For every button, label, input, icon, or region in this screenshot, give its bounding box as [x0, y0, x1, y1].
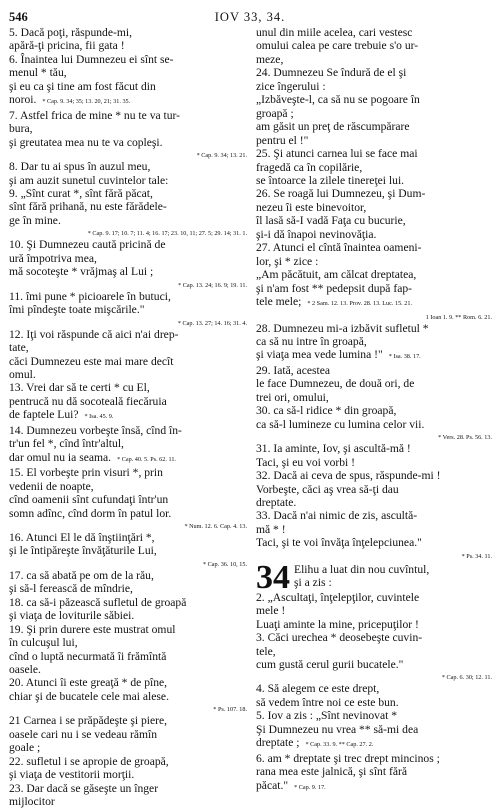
line-text: rana mea este jalnică, şi sînt fără: [256, 765, 407, 779]
line-text: îmi pîndeşte toate mişcările.": [9, 303, 145, 317]
line-text: 11. îmi pune * picioarele în butuci,: [9, 289, 171, 303]
line-text: am găsit un preţ de răscumpărare: [256, 120, 410, 134]
verse-line: [256, 536, 492, 549]
line-text: 5. Iov a zis : „Sînt nevinovat *: [256, 709, 398, 723]
cross-reference: * Num. 12. 6. Cap. 4. 13.: [184, 522, 247, 530]
verse-line: [256, 591, 492, 604]
cross-reference: * Vers. 28. Ps. 56. 13.: [438, 434, 492, 442]
cross-reference: * Isa. 45. 9.: [84, 413, 114, 421]
line-text: 32. Dacă ai ceva de spus, răspunde-mi !: [256, 469, 441, 483]
verse-line: [256, 214, 492, 227]
verse-line: [256, 228, 492, 241]
verse-line: [9, 303, 247, 316]
verse-line: [9, 200, 247, 213]
line-text: păcat.": [256, 778, 289, 792]
verse-line: [9, 451, 247, 466]
cross-reference: * Cap. 9. 17; 10. 7; 11. 4; 16. 17; 23. 10, 11; 27. 5; 29. 14; 31. 1.: [87, 230, 247, 238]
verse-line: [9, 609, 247, 622]
line-text: nezeu îi este binevoitor,: [256, 200, 367, 214]
line-text: groapă ;: [256, 106, 294, 120]
line-text: îl lasă să-I vadă Faţa cu bucurie,: [256, 214, 406, 228]
verse-line: [256, 483, 492, 496]
verse-line: [9, 728, 247, 741]
verse-line: [256, 26, 492, 39]
line-text: şi a zis :: [294, 576, 332, 590]
verse-line: [9, 795, 247, 808]
cross-reference: * Cap. 9. 34; 35; 13. 20, 21; 31. 35.: [42, 98, 131, 106]
verse-line: [256, 187, 492, 200]
verse-line: [256, 255, 492, 268]
verse-line: [9, 122, 247, 135]
verse-line: [9, 227, 247, 238]
line-text: şi viaţa mea vede lumina !": [256, 348, 383, 362]
cross-reference: * Cap. 13. 24; 16. 9; 19. 11.: [178, 281, 247, 289]
verse-line: [9, 381, 247, 394]
line-text: 14. Dumnezeu vorbeşte însă, cînd în-: [9, 423, 182, 437]
verse-line: [9, 279, 247, 290]
cross-reference: * Cap. 13. 27; 14. 16; 31. 4.: [177, 319, 247, 327]
line-text: ca să nu intre în groapă,: [256, 334, 367, 348]
verse-line: [256, 765, 492, 778]
line-text: zice îngerului :: [256, 79, 326, 93]
verse-line: [256, 120, 492, 133]
line-text: 5. Dacă poţi, răspunde-mi,: [9, 26, 132, 39]
line-text: oasele.: [9, 663, 41, 677]
line-text: 29. Iată, acestea: [256, 363, 331, 377]
line-text: 22. sufletul i se apropie de groapă,: [9, 754, 169, 768]
right-column-bottom: [256, 591, 492, 794]
line-text: trei ori, omului,: [256, 390, 329, 404]
cross-reference: * Cap. 9. 17.: [294, 783, 326, 791]
verse-line: [256, 147, 492, 160]
verse-line: [9, 569, 247, 582]
line-text: 3. Căci urechea * deosebeşte cuvin-: [256, 631, 423, 645]
verse-line: [9, 252, 247, 265]
line-text: tele,: [256, 644, 276, 658]
line-text: 7. Astfel frica de mine * nu te va tur-: [9, 108, 181, 122]
line-text: în culcuşul lui,: [9, 636, 78, 650]
verse-line: [256, 93, 492, 106]
line-text: 26. Se roagă lui Dumnezeu, şi Dum-: [256, 187, 426, 201]
verse-line: [9, 149, 247, 160]
cross-reference: * Isa. 38. 17.: [388, 353, 421, 361]
line-text: mă * !: [256, 522, 286, 536]
verse-line: [9, 238, 247, 251]
verse-line: [256, 631, 492, 644]
line-text: tr'un fel *, cînd într'altul,: [9, 437, 124, 451]
line-text: căci Dumnezeu este mai mare decît: [9, 354, 174, 368]
line-text: omul.: [9, 367, 36, 381]
verse-line: [9, 341, 247, 354]
verse-line: [9, 93, 247, 108]
verse-line: [256, 671, 492, 682]
verse-line: [9, 741, 247, 754]
verse-line: [256, 311, 492, 322]
line-text: cum gustă cerul gurii bucatele.": [256, 658, 404, 672]
verse-line: [256, 39, 492, 52]
verse-line: [256, 752, 492, 765]
line-text: Şi Dumnezeu nu vrea ** să-mi dea: [256, 722, 419, 736]
verse-line: [9, 317, 247, 328]
chapter-heading: [256, 558, 492, 596]
cross-reference: 1 Ioan 1. 9. ** Rom. 6. 21.: [425, 313, 492, 321]
line-text: şi-i dă înapoi nevinovăţia.: [256, 227, 377, 241]
verse-line: [9, 596, 247, 609]
line-text: bura,: [9, 122, 33, 136]
cross-reference: * Cap. 6. 30; 12. 11.: [441, 674, 492, 682]
verse-line: [9, 466, 247, 479]
verse-line: [9, 53, 247, 66]
verse-line: [9, 174, 247, 187]
verse-line: [9, 26, 247, 39]
line-text: ură împotriva mea,: [9, 251, 97, 265]
line-text: mijlocitor: [9, 795, 55, 809]
verse-line: [9, 493, 247, 506]
verse-line: [256, 723, 492, 736]
verse-line: [9, 636, 247, 649]
line-text: şi am auzit sunetul cuvintelor tale:: [9, 173, 169, 187]
line-text: şi le întipăreşte învăţăturile Lui,: [9, 544, 157, 558]
line-text: 17. ca să abată pe om de la rău,: [9, 568, 154, 582]
line-text: dar omul nu ia seama.: [9, 450, 112, 464]
line-text: noroi.: [9, 93, 37, 107]
line-text: şi viaţa de vestitorii morţii.: [9, 768, 135, 782]
line-text: 13. Vrei dar să te certi * cu El,: [9, 381, 150, 395]
line-text: 18. ca să-i păzească sufletul de groapă: [9, 595, 187, 609]
line-text: unul din miile acelea, cari vestesc: [256, 26, 413, 39]
verse-line: [9, 582, 247, 595]
verse-line: [9, 80, 247, 93]
verse-line: [256, 696, 492, 709]
line-text: cînd o luptă necurmată îi frămîntă: [9, 649, 167, 663]
line-text: să vedem între noi ce este bun.: [256, 695, 399, 709]
line-text: 28. Dumnezeu mi-a izbăvit sufletul *: [256, 321, 429, 335]
verse-line: [9, 676, 247, 689]
cross-reference: * Ps. 34. 11.: [461, 552, 492, 560]
verse-line: [256, 391, 492, 404]
verse-line: [256, 161, 492, 174]
line-text: oasele cari nu i se vedeau rămîn: [9, 727, 158, 741]
verse-line: [256, 550, 492, 561]
verse-line: [9, 768, 247, 781]
line-text: dreptate.: [256, 495, 297, 509]
line-text: apără-ţi pricina, fii gata !: [9, 39, 125, 53]
line-text: 16. Atunci El le dă înştiinţări *,: [9, 530, 155, 544]
line-text: 30. ca să-l ridice * din groapă,: [256, 404, 397, 418]
running-head: IOV 33, 34.: [214, 10, 286, 24]
verse-line: [256, 335, 492, 348]
line-text: 25. Şi atunci carnea lui se face mai: [256, 147, 418, 161]
line-text: 24. Dumnezeu Se îndură de el şi: [256, 66, 407, 80]
verse-line: [256, 456, 492, 469]
line-text: 20. Atunci îi este greaţă * de pîne,: [9, 676, 168, 690]
verse-line: [256, 682, 492, 695]
line-text: 12. Iţi voi răspunde că aici n'ai drep-: [9, 327, 179, 341]
cross-reference: * Cap. 40. 5. Ps. 62. 11.: [117, 455, 176, 463]
line-text: 33. Dacă n'ai nimic de zis, ascultă-: [256, 509, 418, 523]
verse-line: [256, 241, 492, 254]
verse-line: [256, 736, 492, 751]
line-text: 9. „Sînt curat *, sînt fără păcat,: [9, 186, 153, 200]
line-text: Luaţi aminte la mine, pricepuţilor !: [256, 617, 419, 631]
line-text: 15. El vorbeşte prin visuri *, prin: [9, 466, 163, 480]
verse-line: [9, 755, 247, 768]
line-text: 6. am * dreptate şi trec drept mincinos ;: [256, 751, 440, 765]
line-text: şi eu ca şi tine am fost făcut din: [9, 79, 156, 93]
line-text: 10. Şi Dumnezeu caută pricină de: [9, 238, 166, 252]
verse-line: [9, 290, 247, 303]
line-text: menul * tău,: [9, 66, 67, 80]
line-text: 19. Şi prin durere este mustrat omul: [9, 622, 176, 636]
line-text: pentrucă nu dă socoteală fiecăruia: [9, 394, 167, 408]
verse-line: [9, 187, 247, 200]
verse-line: [256, 348, 492, 363]
line-text: 4. Să alegem ce este drept,: [256, 682, 380, 696]
verse-line: [256, 282, 492, 295]
right-column-top: [256, 26, 492, 561]
verse-line: [9, 66, 247, 79]
verse-line: [256, 442, 492, 455]
line-text: dreptate ;: [256, 736, 300, 750]
verse-line: [256, 431, 492, 442]
line-text: „Am păcătuit, am călcat dreptatea,: [256, 268, 417, 282]
line-text: somn adînc, cînd dorm în patul lor.: [9, 506, 172, 520]
cross-reference: * Ps. 107. 18.: [213, 706, 247, 714]
line-text: tate,: [9, 341, 29, 355]
line-text: 6. Înaintea lui Dumnezeu ei sînt se-: [9, 52, 174, 66]
line-text: chiar şi de bucatele cele mai alese.: [9, 689, 169, 703]
verse-line: [9, 109, 247, 122]
verse-line: [256, 418, 492, 431]
verse-line: [9, 265, 247, 278]
line-text: şi să-l ferească de mîndrie,: [9, 582, 133, 596]
verse-line: [256, 604, 492, 617]
line-text: Vorbeşte, căci aş vrea să-ţi dau: [256, 482, 399, 496]
cross-reference: * 2 Sam. 12. 13. Prov. 28. 13. Luc. 15. 21.: [307, 300, 413, 308]
verse-line: [256, 779, 492, 794]
chapter-opening: [256, 558, 492, 596]
line-text: omului calea pe care trebuie s'o ur-: [256, 39, 419, 53]
verse-line: [256, 618, 492, 631]
line-text: sînt fără prihană, nu este fărădele-: [9, 200, 167, 214]
verse-line: [9, 714, 247, 727]
line-text: fragedă ca în copilărie,: [256, 160, 363, 174]
verse-line: [256, 174, 492, 187]
verse-line: [9, 39, 247, 52]
line-text: 31. Ia aminte, Iov, şi ascultă-mă !: [256, 442, 411, 456]
verse-line: [256, 377, 492, 390]
line-text: lor, şi * zice :: [256, 254, 319, 268]
verse-line: [9, 328, 247, 341]
verse-line: [256, 404, 492, 417]
verse-line: [256, 576, 492, 589]
cross-reference: * Cap. 33. 9. ** Cap. 27. 2.: [305, 741, 374, 749]
verse-line: [256, 322, 492, 335]
line-text: Taci, şi eu voi vorbi !: [256, 455, 355, 469]
verse-line: [256, 496, 492, 509]
right-column: [256, 26, 492, 792]
verse-line: [9, 544, 247, 557]
verse-line: [9, 558, 247, 569]
verse-line: [256, 364, 492, 377]
verse-line: [256, 134, 492, 147]
page-number: 546: [9, 10, 28, 24]
line-text: 2. „Ascultaţi, înţelepţilor, cuvintele: [256, 590, 420, 604]
verse-line: [256, 509, 492, 522]
verse-line: [256, 469, 492, 482]
line-text: ca să-l lumineze cu lumina celor vii.: [256, 417, 425, 431]
verse-line: [9, 424, 247, 437]
verse-line: [256, 268, 492, 281]
verse-line: [9, 520, 247, 531]
verse-line: [9, 507, 247, 520]
line-text: se întoarce la zilele tinereţei lui.: [256, 173, 405, 187]
verse-line: [256, 201, 492, 214]
cross-reference: * Cap. 9. 34; 13. 21.: [196, 152, 247, 160]
verse-line: [256, 53, 492, 66]
verse-line: [256, 709, 492, 722]
line-text: meze,: [256, 52, 284, 66]
verse-line: [256, 563, 492, 576]
verse-line: [9, 395, 247, 408]
line-text: mele !: [256, 604, 286, 618]
verse-line: [256, 523, 492, 536]
line-text: cînd oamenii sînt cufundaţi într'un: [9, 493, 169, 507]
line-text: mă socoteşte * vrăjmaş al Lui ;: [9, 265, 154, 279]
verse-line: [9, 690, 247, 703]
verse-line: [9, 782, 247, 795]
line-text: goale ;: [9, 741, 41, 755]
verse-line: [9, 368, 247, 381]
verse-line: [256, 645, 492, 658]
line-text: şi viaţa de loviturile săbiei.: [9, 609, 135, 623]
line-text: Taci, şi te voi învăţa înţelepciunea.": [256, 536, 422, 550]
line-text: „Izbăveşte-l, ca să nu se pogoare în: [256, 93, 420, 107]
verse-line: [9, 480, 247, 493]
line-text: ge în mine.: [9, 213, 61, 227]
chapter-number: 34: [256, 558, 290, 596]
left-column: [9, 26, 247, 809]
verse-line: [256, 107, 492, 120]
line-text: de faptele Lui?: [9, 408, 79, 422]
verse-line: [9, 136, 247, 149]
line-text: şi greutatea mea nu te va copleşi.: [9, 135, 163, 149]
line-text: şi n'am fost ** pedepsit după fap-: [256, 281, 412, 295]
verse-line: [9, 355, 247, 368]
line-text: tele mele;: [256, 295, 302, 309]
verse-line: [9, 437, 247, 450]
verse-line: [9, 408, 247, 423]
verse-line: [256, 80, 492, 93]
verse-line: [9, 214, 247, 227]
line-text: Elihu a luat din nou cuvîntul,: [294, 562, 430, 576]
line-text: 23. Dar dacă se găseşte un înger: [9, 781, 159, 795]
verse-line: [9, 531, 247, 544]
line-text: le face Dumnezeu, de două ori, de: [256, 377, 415, 391]
cross-reference: * Cap. 36. 10, 15.: [203, 560, 247, 568]
verse-line: [256, 66, 492, 79]
verse-line: [9, 663, 247, 676]
verse-line: [256, 295, 492, 310]
verse-line: [9, 623, 247, 636]
line-text: vedenii de noapte,: [9, 479, 94, 493]
verse-line: [9, 160, 247, 173]
line-text: 27. Atunci el cîntă înaintea oameni-: [256, 241, 422, 255]
verse-line: [256, 658, 492, 671]
verse-line: [9, 650, 247, 663]
verse-line: [9, 703, 247, 714]
line-text: pentru el !": [256, 133, 309, 147]
line-text: 8. Dar tu ai spus în auzul meu,: [9, 160, 151, 174]
line-text: 21 Carnea i se prăpădeşte şi piere,: [9, 714, 168, 728]
